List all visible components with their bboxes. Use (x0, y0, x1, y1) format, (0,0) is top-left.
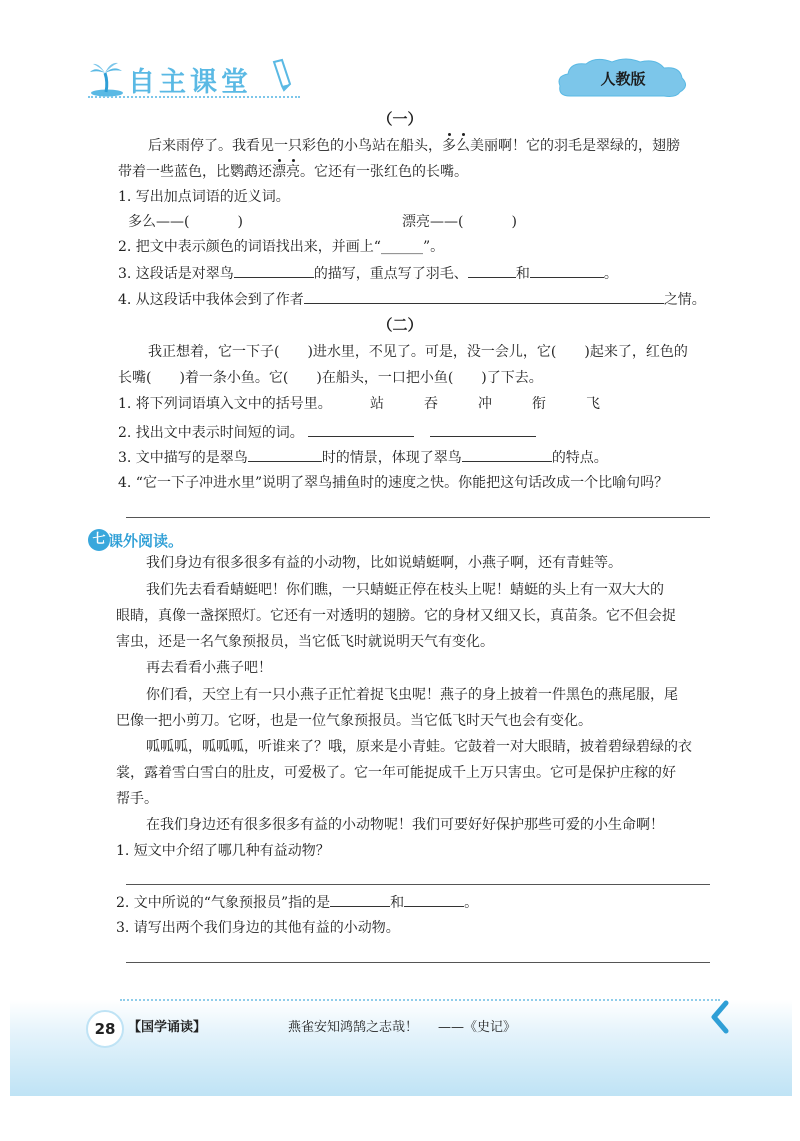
reading-question-1: 1. 短文中介绍了哪几种有益动物？ (116, 843, 330, 859)
footer-dotted-line (120, 999, 720, 1001)
reading-question-2: 2. 文中所说的“气象预报员”指的是 和 。 (116, 892, 478, 913)
reading-paragraph: 你们看，天空上有一只小燕子正忙着捉飞虫呢！燕子的身上披着一件黑色的燕尾服，尾 (146, 687, 678, 703)
footer-quote-source: ——《史记》 (438, 1020, 517, 1035)
reading-paragraph: 我们身边有很多很多有益的小动物，比如说蜻蜓啊，小燕子啊，还有青蛙等。 (146, 555, 622, 571)
edition-label: 人教版 (600, 70, 646, 88)
chevron-left-icon[interactable] (708, 1000, 732, 1034)
reading-paragraph: 巴像一把小剪刀。它呀，也是一位气象预报员。当它低飞时天气也会有变化。 (116, 713, 592, 729)
question-2-1: 1. 将下列词语填入文中的括号里。 (118, 396, 332, 412)
synonym-answer-1[interactable]: 多么——( ) (128, 214, 243, 230)
passage-text: 带着一些蓝色，比鹦鹉还 (118, 164, 272, 180)
word-bank-item: 站 (370, 396, 384, 412)
question-2-2: 2. 找出文中表示时间短的词。 (118, 422, 536, 443)
passage-text: 美丽啊！它的羽毛是翠绿的，翅膀 (470, 138, 680, 154)
word-bank-item: 冲 (478, 396, 492, 412)
answer-line[interactable] (126, 517, 710, 518)
answer-blank[interactable] (430, 422, 536, 437)
reading-paragraph: 我们先去看看蜻蜓吧！你们瞧，一只蜻蜓正停在枝头上呢！蜻蜓的头上有一双大大的 (146, 582, 664, 598)
question-1-2: 2. 把文中表示颜色的词语找出来，并画上“______”。 (118, 239, 445, 255)
question-2-4: 4. “它一下子冲进水里”说明了翠鸟捕鱼时的速度之快。你能把这句话改成一个比喻句吗？ (118, 475, 669, 491)
section-1-title: （一） (377, 110, 423, 128)
answer-blank[interactable] (308, 422, 414, 437)
passage-2-line-1: 我正想着，它一下子( )进水里，不见了。可是，没一会儿，它( )起来了，红色的 (148, 344, 688, 360)
answer-blank[interactable] (404, 892, 464, 907)
word-bank-item: 飞 (586, 396, 600, 412)
pencil-icon (268, 58, 296, 92)
answer-line[interactable] (126, 962, 710, 963)
passage-1-line-2 (118, 162, 468, 182)
footer-tag: 【国学诵读】 (128, 1020, 207, 1035)
passage-text: 。它还有一张红色的长嘴。 (300, 164, 468, 180)
reading-paragraph: 眼睛，真像一盏探照灯。它还有一对透明的翅膀。它的身材又细又长，真苗条。它不但会捉 (116, 608, 676, 624)
answer-blank[interactable] (304, 289, 664, 304)
question-1-3: 3. 这段话是对翠鸟 的描写，重点写了羽毛、 和 。 (118, 263, 618, 284)
reading-question-3: 3. 请写出两个我们身边的其他有益的小动物。 (116, 920, 400, 936)
section-number-badge: 七 (88, 529, 110, 551)
footer-band (10, 1000, 792, 1096)
page-header-title: 自主课堂 (128, 67, 252, 98)
answer-line[interactable] (126, 884, 710, 885)
reading-paragraph: 再去看看小燕子吧！ (146, 660, 272, 676)
question-1-1: 1. 写出加点词语的近义词。 (118, 189, 290, 205)
reading-paragraph: 裳，露着雪白雪白的肚皮，可爱极了。它一年可能捉成千上万只害虫。它可是保护庄稼的好 (116, 765, 676, 781)
answer-blank[interactable] (234, 263, 314, 278)
section-7-title: 课外阅读。 (108, 532, 184, 550)
word-bank-item: 衔 (532, 396, 546, 412)
palm-tree-logo-icon (88, 60, 126, 98)
reading-paragraph: 呱呱呱，呱呱呱，听谁来了？哦，原来是小青蛙。它鼓着一对大眼睛，披着碧绿碧绿的衣 (146, 739, 692, 755)
answer-blank[interactable] (462, 447, 552, 462)
answer-blank[interactable] (330, 892, 390, 907)
dotted-word-char: 多 (442, 138, 456, 154)
header-dotted-line (88, 96, 300, 98)
dotted-word-char: 么 (456, 138, 470, 154)
dotted-word-char: 亮 (286, 164, 300, 180)
answer-blank[interactable] (248, 447, 322, 462)
question-2-3: 3. 文中描写的是翠鸟 时的情景，体现了翠鸟 的特点。 (118, 447, 608, 468)
word-bank-item: 吞 (424, 396, 438, 412)
synonym-answer-2[interactable]: 漂亮——( ) (402, 214, 517, 230)
question-1-4: 4. 从这段话中我体会到了作者 之情。 (118, 289, 706, 310)
answer-blank[interactable] (530, 263, 604, 278)
section-2-title: （二） (377, 316, 423, 334)
reading-paragraph: 害虫，还是一名气象预报员，当它低飞时就说明天气有变化。 (116, 634, 494, 650)
word-bank (370, 394, 640, 414)
page-number: 28 (86, 1010, 124, 1048)
passage-text: 后来雨停了。我看见一只彩色的小鸟站在船头， (148, 138, 442, 154)
passage-2-line-2: 长嘴( )着一条小鱼。它( )在船头，一口把小鱼( )了下去。 (118, 370, 543, 386)
passage-1-line-1 (148, 136, 680, 156)
reading-paragraph: 在我们身边还有很多很多有益的小动物呢！我们可要好好保护那些可爱的小生命啊！ (146, 817, 664, 833)
reading-paragraph: 帮手。 (116, 791, 158, 807)
answer-blank[interactable] (468, 263, 516, 278)
footer-quote: 燕雀安知鸿鹄之志哉！ (288, 1020, 419, 1035)
dotted-word-char: 漂 (272, 164, 286, 180)
